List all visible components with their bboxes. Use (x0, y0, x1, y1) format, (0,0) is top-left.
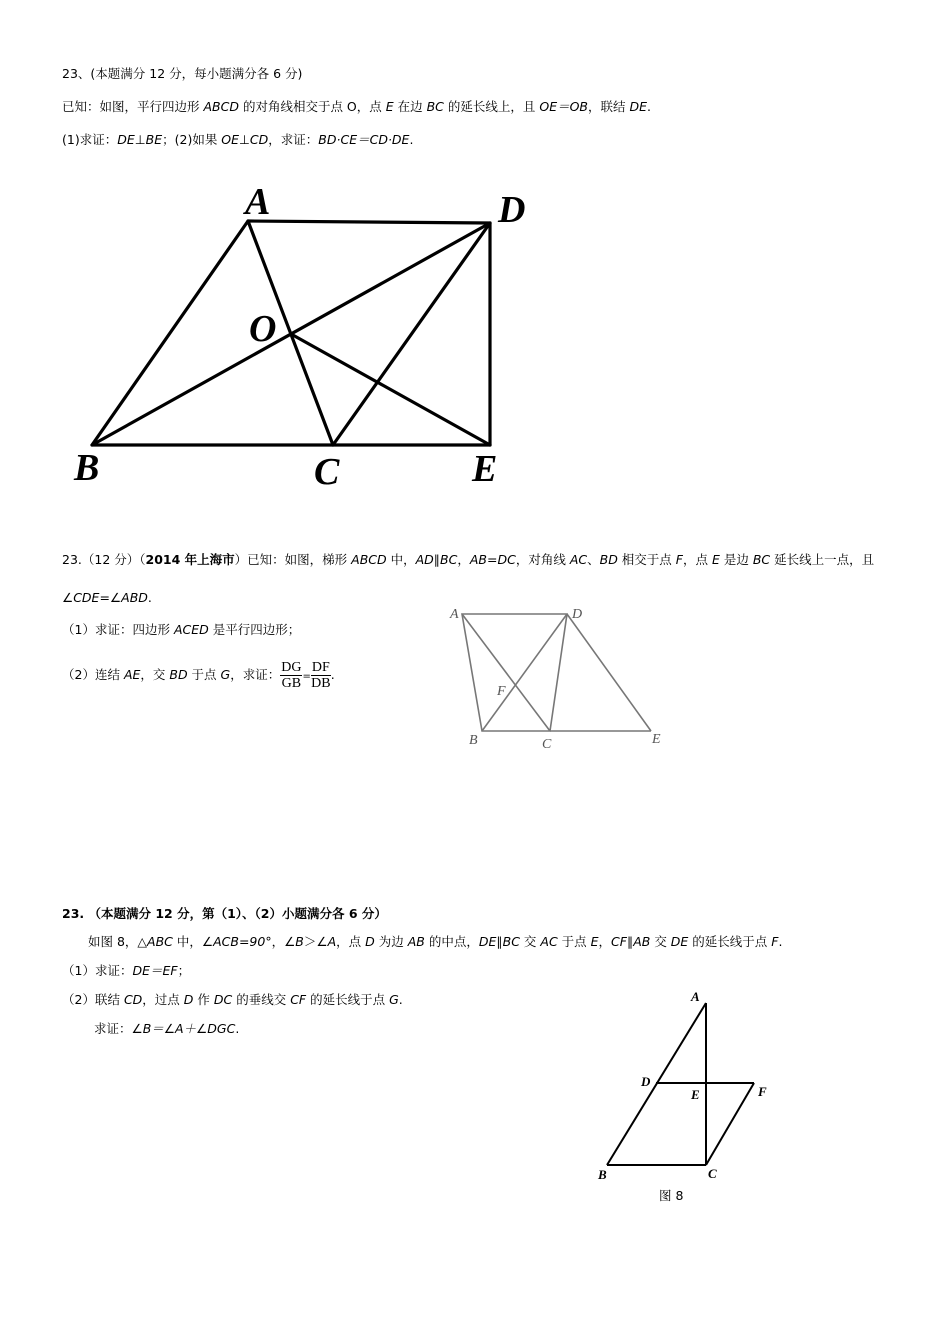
segment-cf (706, 1083, 754, 1165)
problem3-question2: （2）联结 CD，过点 D 作 DC 的垂线交 CF 的延长线于点 G. (62, 992, 403, 1007)
problem1-header: 23、(本题满分 12 分，每小题满分各 6 分) (62, 66, 303, 81)
label-d: D (572, 607, 583, 622)
label-b: B (74, 447, 100, 489)
label-c: C (708, 1166, 717, 1181)
label-o: O (249, 308, 277, 350)
problem2-question2: （2）连结 AE，交 BD 于点 G，求证： $\frac{DG}{GB}$ = $\frac{DF}{DB}$ . (62, 660, 335, 691)
label-f: F (758, 1084, 767, 1099)
problem3-header: 23. （本题满分 12 分，第（1）、（2）小题满分各 6 分） (62, 906, 387, 921)
label-d: D (498, 189, 526, 231)
figure-caption: 图 8 (659, 1188, 684, 1203)
problem2-figure (462, 614, 651, 731)
label-b: B (598, 1167, 607, 1182)
segment-oe (291, 334, 490, 445)
label-a: A (450, 607, 459, 622)
segment-de (567, 614, 651, 731)
fraction-dg-gb: $\frac{DG}{GB}$ (281, 660, 302, 691)
diagonal-bd (482, 614, 567, 731)
diagonal-ac (462, 614, 550, 731)
label-a: A (245, 181, 271, 223)
label-e: E (691, 1087, 700, 1102)
problem2-statement: 23.（12 分）（2014 年上海市）已知：如图，梯形 ABCD 中，AD∥BC，AB=DC，对角线 AC、BD 相交于点 F，点 E 是边 BC 延长线上一点，且 (62, 552, 875, 567)
problem3-given: 如图 8，△ABC 中，∠ACB=90°，∠B＞∠A，点 D 为边 AB 的中点，DE∥BC 交 AC 于点 E，CF∥AB 交 DE 的延长线于点 F. (88, 934, 783, 949)
label-a: A (691, 989, 700, 1004)
problem3-figure (607, 1003, 754, 1165)
problem2-question1: （1）求证：四边形 ACED 是平行四边形； (62, 622, 301, 637)
label-e: E (472, 448, 498, 490)
problem1-questions: (1)求证：DE⊥BE；(2)如果 OE⊥CD，求证：BD·CE＝CD·DE. (62, 132, 414, 147)
problem3-question2-proof: 求证：∠B＝∠A＋∠DGC. (94, 1021, 240, 1036)
label-c: C (542, 737, 552, 752)
problem1-given: 已知：如图，平行四边形 ABCD 的对角线相交于点 O，点 E 在边 BC 的延长线上，且 OE＝OB，联结 DE. (62, 99, 652, 114)
label-e: E (652, 732, 661, 747)
label-d: D (641, 1074, 651, 1089)
fraction-df-db: $\frac{DF}{DB}$ (311, 660, 331, 691)
label-c: C (314, 451, 340, 493)
label-f: F (497, 684, 506, 699)
trapezoid-abcd (462, 614, 567, 731)
label-b: B (469, 733, 478, 748)
problem3-question1: （1）求证：DE＝EF； (62, 963, 191, 978)
problem2-condition: ∠CDE=∠ABD. (62, 590, 152, 605)
